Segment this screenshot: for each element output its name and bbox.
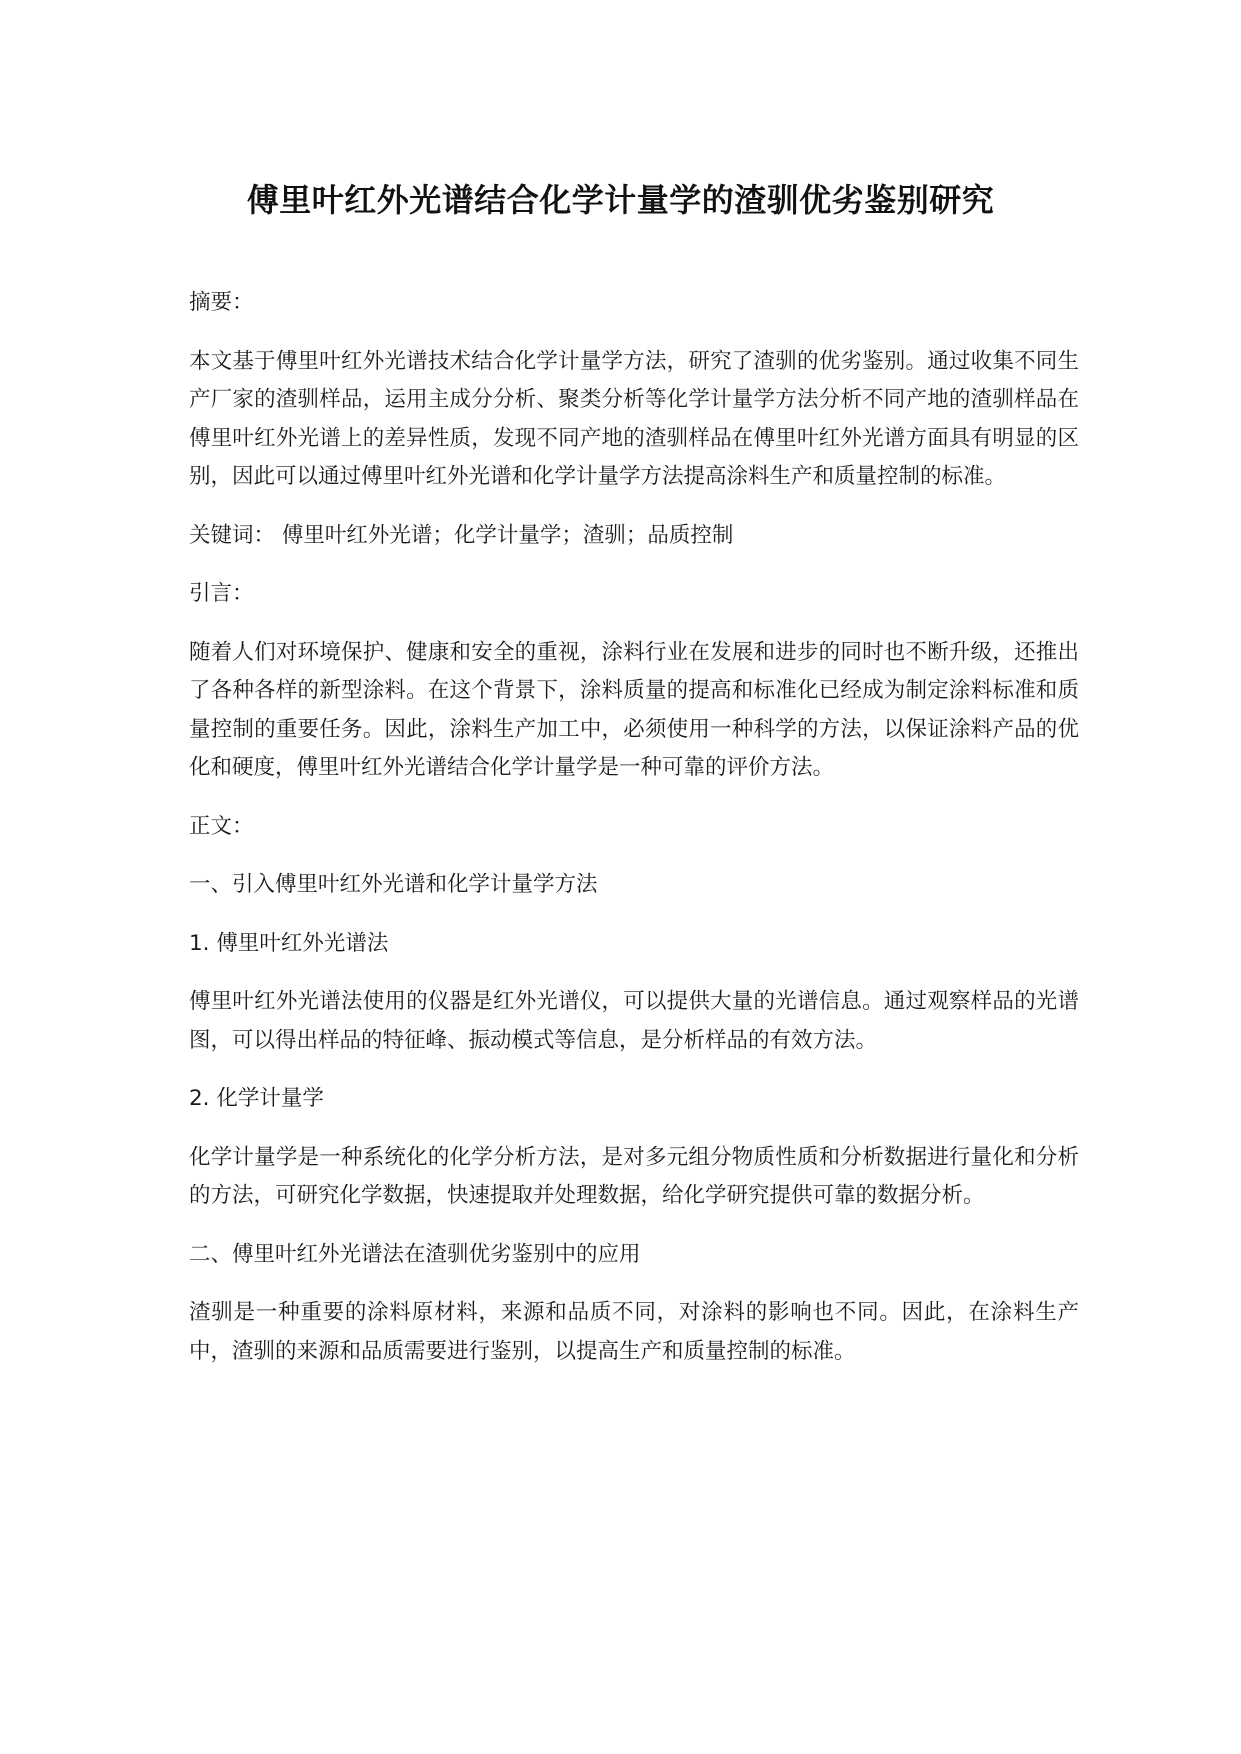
intro-paragraph: 随着人们对环境保护、健康和安全的重视，涂料行业在发展和进步的同时也不断升级，还推出了各种各样的新型涂料。在这个背景下，涂料质量的提高和标准化已经成为制定涂料标准和质量控制的重要任务。因此，涂料生产加工中，必须使用一种科学的方法，以保证涂料产品的优化和硬度，傅里叶红外光谱结合化学计量学是一种可靠的评价方法。: [189, 639, 1079, 780]
section-2-heading: 二、傅里叶红外光谱法在渣驯优劣鉴别中的应用: [189, 1241, 641, 1267]
body-label: 正文：: [189, 813, 254, 839]
subsection-2-heading: 2. 化学计量学: [189, 1086, 324, 1111]
abstract-label: 摘要：: [189, 290, 254, 315]
section-2-paragraph: 渣驯是一种重要的涂料原材料，来源和品质不同，对涂料的影响也不同。因此，在涂料生产中，渣驯的来源和品质需要进行鉴别，以提高生产和质量控制的标准。: [189, 1300, 1079, 1364]
keywords-line: 关键词： 傅里叶红外光谱；化学计量学；渣驯；品质控制: [189, 522, 734, 548]
abstract-paragraph: 本文基于傅里叶红外光谱技术结合化学计量学方法，研究了渣驯的优劣鉴别。通过收集不同生产厂家的渣驯样品，运用主成分分析、聚类分析等化学计量学方法分析不同产地的渣驯样品在傅里叶红外光谱上的差异性质，发现不同产地的渣驯样品在傅里叶红外光谱方面具有明显的区别，因此可以通过傅里叶红外光谱和化学计量学方法提高涂料生产和质量控制的标准。: [189, 348, 1079, 489]
subsection-2-paragraph: 化学计量学是一种系统化的化学分析方法，是对多元组分物质性质和分析数据进行量化和分析的方法，可研究化学数据，快速提取并处理数据，给化学研究提供可靠的数据分析。: [189, 1144, 1079, 1208]
section-1-heading: 一、引入傅里叶红外光谱和化学计量学方法: [189, 872, 598, 897]
document-body: [189, 284, 1079, 1391]
subsection-1-heading: 1. 傅里叶红外光谱法: [189, 930, 389, 956]
intro-label: 引言：: [189, 581, 254, 606]
subsection-1-paragraph: 傅里叶红外光谱法使用的仪器是红外光谱仪，可以提供大量的光谱信息。通过观察样品的光谱图，可以得出样品的特征峰、振动模式等信息，是分析样品的有效方法。: [189, 989, 1079, 1053]
document-title: 傅里叶红外光谱结合化学计量学的渣驯优劣鉴别研究: [246, 181, 995, 219]
